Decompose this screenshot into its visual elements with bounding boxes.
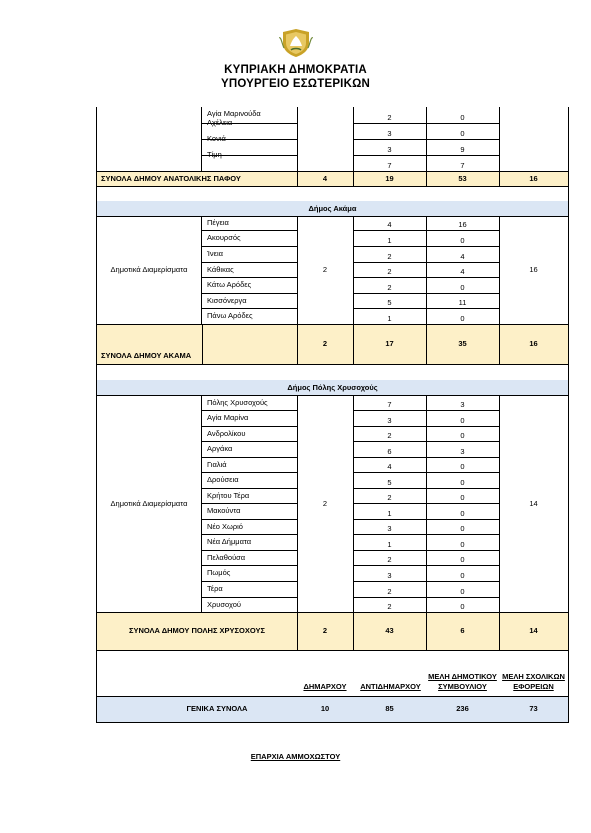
municipality-name: Κάθικας <box>207 264 234 274</box>
table-rule <box>426 324 427 364</box>
grand-school: 73 <box>529 704 538 714</box>
deputy-mayor-count: 2 <box>387 283 392 292</box>
cyprus-coat-of-arms-icon <box>279 26 313 58</box>
grand-council: 236 <box>456 704 469 714</box>
grand-total-label: ΓΕΝΙΚΑ ΣΥΝΟΛΑ <box>186 704 248 714</box>
table-rule <box>499 395 500 612</box>
grand-column-header: ΜΕΛΗ ΣΧΟΛΙΚΩΝ ΕΦΟΡΕΙΩΝ <box>502 672 565 691</box>
deputy-mayor-count: 7 <box>387 161 392 170</box>
municipality-name: Ίνεια <box>207 249 223 259</box>
council-members-count: 0 <box>460 587 465 596</box>
total-label: ΣΥΝΟΛΑ ΔΗΜΟΥ ΠΟΛΗΣ ΧΡΥΣΟΧΟΥΣ <box>128 626 266 636</box>
table-rule <box>353 612 354 650</box>
council-members-count: 0 <box>460 540 465 549</box>
council-members-count: 3 <box>460 400 465 409</box>
total-deputy: 19 <box>385 173 394 183</box>
table-rule <box>297 107 298 186</box>
deputy-mayor-count: 2 <box>387 252 392 261</box>
total-council: 53 <box>458 173 467 183</box>
table-rule <box>426 216 427 324</box>
council-members-count: 0 <box>460 571 465 580</box>
table-rule <box>353 395 354 612</box>
ministry-title: ΥΠΟΥΡΓΕΙΟ ΕΣΩΤΕΡΙΚΩΝ <box>220 78 371 90</box>
council-members-count: 16 <box>458 220 467 229</box>
council-members-count: 0 <box>460 493 465 502</box>
grand-column-header: ΔΗΜΑΡΧΟΥ <box>303 682 347 691</box>
municipality-name: Πάνω Αρόδες <box>207 311 253 321</box>
council-members-count: 0 <box>460 509 465 518</box>
council-members-count: 0 <box>460 129 465 138</box>
table-rule <box>426 395 427 612</box>
next-section-title: ΕΠΑΡΧΙΑ ΑΜΜΟΧΩΣΤΟΥ <box>250 752 341 761</box>
municipality-name: Αχέλεια <box>207 118 233 128</box>
council-members-count: 0 <box>460 602 465 611</box>
district-label: Δημοτικά Διαμερίσματα <box>110 498 188 508</box>
council-members-count: 0 <box>460 462 465 471</box>
table-rule <box>201 216 202 324</box>
republic-title: ΚΥΠΡΙΑΚΗ ΔΗΜΟΚΡΑΤΙΑ <box>224 64 367 76</box>
table-rule <box>499 324 500 364</box>
total-school: 14 <box>529 626 538 636</box>
deputy-mayor-count: 4 <box>387 462 392 471</box>
table-rule <box>201 395 202 612</box>
municipality-name: Κάτω Αρόδες <box>207 280 252 290</box>
council-members-count: 0 <box>460 416 465 425</box>
table-rule <box>426 107 427 186</box>
municipality-name: Νέα Δήμματα <box>207 537 252 547</box>
deputy-mayor-count: 3 <box>387 129 392 138</box>
municipality-name: Ανδρολίκου <box>207 428 246 438</box>
grand-column-header: ΜΕΛΗ ΔΗΜΟΤΙΚΟΥ ΣΥΜΒΟΥΛΙΟΥ <box>428 672 497 691</box>
municipality-name: Νέο Χωριό <box>207 521 243 531</box>
municipality-name: Αγία Μαρίνα <box>207 413 249 423</box>
table-rule <box>297 612 298 650</box>
municipality-name: Κονιά <box>207 134 226 144</box>
municipality-name: Πελαθούσα <box>207 552 246 562</box>
council-members-count: 0 <box>460 113 465 122</box>
section-title: Δήμος Ακάμα <box>308 203 357 213</box>
municipality-name: Δρούσεια <box>207 475 239 485</box>
table-rule <box>353 107 354 186</box>
municipality-name: Αγία Μαρινούδα <box>207 109 261 119</box>
deputy-mayor-count: 2 <box>387 602 392 611</box>
council-members-count: 0 <box>460 314 465 323</box>
total-mayor: 2 <box>322 626 328 636</box>
municipality-name: Τέρα <box>207 584 223 594</box>
municipality-name: Πέγεια <box>207 218 229 228</box>
deputy-mayor-count: 5 <box>387 478 392 487</box>
municipality-name: Πωμός <box>207 568 231 578</box>
total-label: ΣΥΝΟΛΑ ΔΗΜΟΥ ΑΝΑΤΟΛΙΚΗΣ ΠΑΦΟΥ <box>101 173 241 183</box>
council-members-count: 7 <box>460 161 465 170</box>
deputy-mayor-count: 2 <box>387 431 392 440</box>
deputy-mayor-count: 1 <box>387 236 392 245</box>
total-council: 6 <box>460 626 465 636</box>
grand-mayor: 10 <box>320 704 330 714</box>
municipality-name: Μακούντα <box>207 506 241 516</box>
deputy-mayor-count: 3 <box>387 145 392 154</box>
total-mayor: 4 <box>322 173 328 183</box>
total-school: 16 <box>529 173 538 183</box>
table-rule <box>97 650 568 651</box>
council-members-count: 9 <box>460 145 465 154</box>
council-members-count: 0 <box>460 431 465 440</box>
deputy-mayor-count: 5 <box>387 298 392 307</box>
municipality-name: Πόλης Χρυσοχούς <box>207 397 268 407</box>
municipality-name: Χρυσοχού <box>207 599 241 609</box>
municipality-name: Ακουρσός <box>207 233 241 243</box>
table-rule <box>297 216 298 324</box>
council-members-count: 0 <box>460 478 465 487</box>
council-members-count: 11 <box>458 298 467 307</box>
council-members-count: 0 <box>460 283 465 292</box>
municipality-name: Τίμη <box>207 150 222 160</box>
deputy-mayor-count: 2 <box>387 555 392 564</box>
table-rule <box>499 612 500 650</box>
municipality-name: Κρήτου Τέρα <box>207 490 250 500</box>
council-members-count: 0 <box>460 524 465 533</box>
deputy-mayor-count: 1 <box>387 509 392 518</box>
table-rule <box>297 395 298 612</box>
council-members-count: 3 <box>460 447 465 456</box>
council-members-count: 4 <box>460 252 465 261</box>
total-deputy: 17 <box>385 339 394 349</box>
school-board-count: 16 <box>529 265 538 275</box>
deputy-mayor-count: 2 <box>387 493 392 502</box>
deputy-mayor-count: 1 <box>387 540 392 549</box>
council-members-count: 0 <box>460 555 465 564</box>
table-rule <box>353 324 354 364</box>
deputy-mayor-count: 2 <box>387 113 392 122</box>
deputy-mayor-count: 3 <box>387 416 392 425</box>
grand-deputy: 85 <box>385 704 394 714</box>
total-council: 35 <box>458 339 467 349</box>
mayor-count: 2 <box>322 265 328 275</box>
municipality-name: Κισσόνεργα <box>207 295 247 305</box>
table-rule <box>97 364 568 365</box>
results-table <box>96 107 569 723</box>
municipality-name: Γιαλιά <box>207 459 227 469</box>
grand-column-header: ΑΝΤΙΔΗΜΑΡΧΟΥ <box>360 682 421 691</box>
section-title: Δήμος Πόλης Χρυσοχούς <box>287 382 378 392</box>
table-rule <box>353 216 354 324</box>
total-mayor: 2 <box>322 339 328 349</box>
document-header <box>0 26 591 91</box>
table-rule <box>499 107 500 186</box>
deputy-mayor-count: 1 <box>387 314 392 323</box>
total-deputy: 43 <box>385 626 394 636</box>
table-rule <box>297 324 298 364</box>
table-rule <box>97 186 568 187</box>
municipality-name: Αργάκα <box>207 444 233 454</box>
deputy-mayor-count: 7 <box>387 400 392 409</box>
district-label: Δημοτικά Διαμερίσματα <box>110 265 188 275</box>
deputy-mayor-count: 2 <box>387 267 392 276</box>
deputy-mayor-count: 3 <box>387 571 392 580</box>
table-rule <box>426 612 427 650</box>
table-rule <box>499 216 500 324</box>
total-label: ΣΥΝΟΛΑ ΔΗΜΟΥ ΑΚΑΜΑ <box>101 351 192 361</box>
deputy-mayor-count: 6 <box>387 447 392 456</box>
deputy-mayor-count: 3 <box>387 524 392 533</box>
school-board-count: 14 <box>529 498 538 508</box>
table-rule <box>201 107 202 171</box>
total-school: 16 <box>529 339 538 349</box>
mayor-count: 2 <box>322 498 328 508</box>
council-members-count: 4 <box>460 267 465 276</box>
deputy-mayor-count: 4 <box>387 220 392 229</box>
council-members-count: 0 <box>460 236 465 245</box>
table-rule <box>202 324 203 364</box>
deputy-mayor-count: 2 <box>387 587 392 596</box>
